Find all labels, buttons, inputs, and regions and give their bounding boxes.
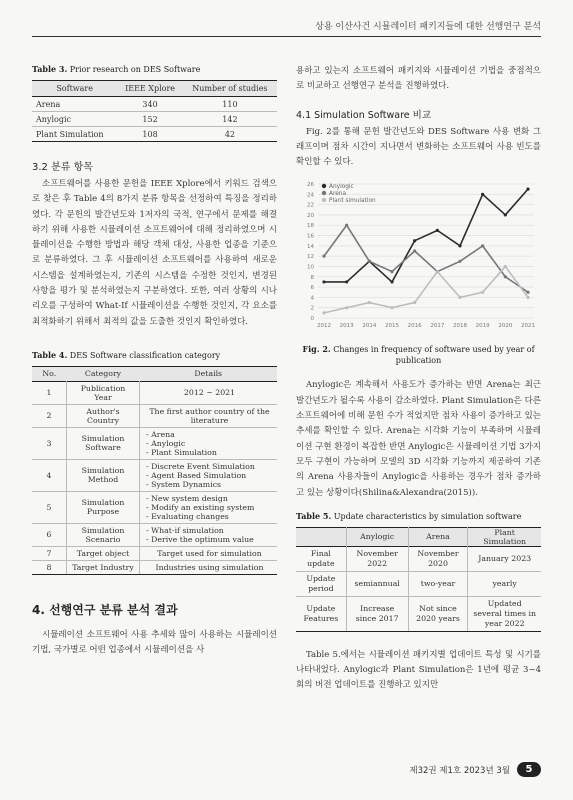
table4-details (140, 546, 278, 560)
y-tick-label: 14 (307, 244, 314, 251)
table4-detail-line: - Agent Based Simulation (146, 470, 247, 480)
table5-cell: Updated several times in year 2022 (468, 596, 541, 631)
section-3-2-paragraph: 소프트웨어를 사용한 문헌을 IEEE Xplore에서 키워드 검색으로 찾은 후 Table 4의 8가지 분류 항목을 선정하여 특징을 정리하였다. 각 문헌의 발간년도와 1저자의 국적, 연구에서 문제를 해결하기 위해 사용한 시뮬레이션 소프트웨어에 대해 정리하였으며 시뮬레이션을 수행한 방법과 해당 객체 대상, 사용한 업종을 기준으로 분류하였다. 그 후 시뮬레이션 소프트웨어를 사용하여 새로운 시스템을 설계하였는지, 기존의 시스템을 수정한 것인지, 변경된 사항을 평가 및 분석하였는지 구분하였다. 또한, 여러 상황의 시나리오를 구성하여 What-If 시뮬레이션을 수행한 것인지, 각 요소를 최적화하기 위해서 최적의 값을 도출한 것인지 확인하였다. (32, 179, 277, 327)
table4-row (32, 381, 277, 404)
data-point (390, 270, 393, 273)
table5-cell: semiannual (346, 571, 408, 596)
table3-cell: 142 (183, 112, 277, 127)
table4-detail-line: The first author country of the literature (149, 406, 270, 425)
legend-label: Arena (329, 191, 347, 198)
table4-no: 8 (32, 560, 67, 574)
table5-cell: January 2023 (468, 546, 541, 571)
right-top-paragraph: 용하고 있는지 소프트웨어 패키지와 시뮬레이션 기법을 중점적으로 비교하고 선행연구 분석을 진행하였다. (296, 66, 541, 92)
data-point (436, 270, 439, 273)
legend-marker (322, 191, 326, 195)
legend-marker (322, 198, 326, 202)
x-tick-label: 2020 (498, 323, 513, 330)
running-header: 상용 이산사건 시뮬레이터 패키지들에 대한 선행연구 분석 (315, 22, 541, 32)
y-tick-label: 2 (310, 306, 314, 313)
table4-no: 3 (32, 427, 67, 459)
data-point (322, 255, 325, 258)
y-tick-label: 24 (307, 192, 314, 199)
data-point (504, 265, 507, 268)
data-point (526, 296, 529, 299)
data-point (390, 307, 393, 310)
table4-caption: Table 4. DES Software classification category (32, 349, 221, 360)
fig2-chart (296, 176, 541, 340)
table5-cell: two-year (408, 571, 468, 596)
data-point (458, 245, 461, 248)
table4-no: 4 (32, 459, 67, 491)
table3-cell: Plant Simulation (32, 127, 117, 142)
table3-cell: 110 (183, 97, 277, 112)
table5-header-cell: Anylogic (346, 527, 408, 546)
table5-cell: Increase since 2017 (346, 596, 408, 631)
data-point (458, 260, 461, 263)
journal-info: 제32권 제1호 2023년 3월 (409, 765, 510, 776)
y-tick-label: 26 (307, 182, 314, 189)
table3-cell: 108 (117, 127, 183, 142)
legend-marker (322, 184, 326, 188)
data-point (526, 188, 529, 191)
x-tick-label: 2014 (362, 323, 377, 330)
table3-cell: 152 (117, 112, 183, 127)
data-point (368, 301, 371, 304)
data-point (413, 240, 416, 243)
data-point (458, 296, 461, 299)
table4-detail-line: - What-if simulation (146, 525, 224, 535)
header-rule (32, 36, 541, 37)
left-column (32, 64, 277, 659)
table5-row (296, 546, 541, 571)
x-tick-label: 2021 (521, 323, 535, 330)
table4-detail-line: Target used for simulation (157, 548, 262, 558)
table3-header-cell: IEEE Xplore (125, 84, 176, 93)
section-4-paragraph: 시뮬레이션 소프트웨어 사용 추세와 많이 사용하는 시뮬레이션 기법, 국가별로 어떤 업종에서 시뮬레이션을 사 (32, 629, 277, 656)
table4 (32, 366, 277, 575)
table4-details (140, 491, 278, 523)
y-tick-label: 12 (307, 254, 314, 261)
table4-detail-line: - Plant Simulation (146, 447, 217, 457)
table5-header-cell (296, 527, 346, 546)
section-4-1-title: 4.1 Simulation Software 비교 (296, 109, 432, 121)
table4-no: 6 (32, 523, 67, 546)
table4-no: 5 (32, 491, 67, 523)
table4-details (140, 404, 278, 427)
data-point (345, 281, 348, 284)
data-point (481, 245, 484, 248)
y-tick-label: 6 (310, 285, 314, 292)
table3 (32, 80, 277, 142)
y-tick-label: 22 (307, 203, 314, 210)
y-tick-label: 10 (307, 264, 314, 271)
table4-row (32, 546, 277, 560)
table4-no: 1 (32, 381, 67, 404)
table5-cell: Not since 2020 years (408, 596, 468, 631)
y-tick-label: 4 (310, 295, 314, 302)
table4-category: Target Industry (67, 560, 140, 574)
table4-row (32, 427, 277, 459)
table3-row (32, 112, 277, 127)
table4-detail-line: - Modify an existing system (146, 502, 255, 512)
table4-category: Publication Year (67, 381, 140, 404)
fig2-svg (296, 176, 541, 336)
table5-header-cell: Arena (408, 527, 468, 546)
y-tick-label: 8 (310, 275, 314, 282)
table4-detail-line: Industries using simulation (155, 562, 264, 572)
table4-detail-line: - Derive the optimum value (146, 534, 254, 544)
x-tick-label: 2019 (475, 323, 490, 330)
table5-cell: Update period (296, 571, 346, 596)
table4-detail-line: - Anylogic (146, 438, 186, 448)
series-line-plant-simulation (324, 267, 528, 313)
table3-cell: 340 (117, 97, 183, 112)
table4-row (32, 459, 277, 491)
table4-header-cell: Category (84, 369, 122, 379)
table4-no: 2 (32, 404, 67, 427)
data-point (436, 229, 439, 232)
x-tick-label: 2016 (407, 323, 422, 330)
data-point (413, 301, 416, 304)
table5-row (296, 571, 541, 596)
section-3-2-title: 3.2 분류 항목 (32, 162, 93, 173)
y-tick-label: 16 (307, 234, 314, 241)
data-point (368, 260, 371, 263)
table4-details (140, 523, 278, 546)
table4-detail-line: - New system design (146, 493, 228, 503)
table5-caption: Table 5. Update characteristics by simulation software (296, 510, 522, 521)
table5 (296, 527, 541, 632)
table4-detail-line: - Discrete Event Simulation (146, 461, 255, 471)
table4-category: Simulation Software (67, 427, 140, 459)
fig2-caption: Fig. 2. Changes in frequency of software used by year of publication (302, 344, 535, 366)
data-point (345, 307, 348, 310)
data-point (345, 224, 348, 227)
table4-category: Target object (67, 546, 140, 560)
table3-row (32, 97, 277, 112)
table4-details (140, 427, 278, 459)
table4-details (140, 560, 278, 574)
table3-cell: 42 (183, 127, 277, 142)
x-tick-label: 2017 (430, 323, 445, 330)
data-point (322, 281, 325, 284)
page-number: 5 (517, 762, 541, 777)
data-point (390, 281, 393, 284)
right-column (296, 64, 541, 694)
right-after-fig-paragraph: Anylogic은 계속해서 사용도가 증가하는 반면 Arena는 최근 발간년도가 될수록 사용이 감소하였다. Plant Simulation은 다른 소프트웨어에 비해 문헌 수가 적었지만 점차 사용이 증가하고 있는 추세를 확인할 수 있다. Arena는 시각화 기능이 부족하며 시뮬레이션 구현 환경이 복잡한 반면 Anylogic은 시뮬레이션 기법 3가지 모두 구현이 가능하며 모델의 3D 시각화 기능까지 제공하여 기존의 Arena 사용자들이 Anylogic을 사용하는 경우가 점차 증가하고 있는 상황이다(Shilina&Alexandra(2015)). (296, 380, 541, 498)
data-point (504, 276, 507, 279)
right-bottom-paragraph: Table 5.에서는 시뮬레이션 패키지별 업데이트 특성 및 시기를 나타내었다. Anylogic과 Plant Simulation은 1년에 평균 3~4회의 버전 업데이트를 진행하고 있지만 (296, 649, 541, 691)
x-tick-label: 2012 (317, 323, 331, 330)
legend-label: Anylogic (329, 184, 354, 191)
table4-details (140, 381, 278, 404)
table3-cell: Anylogic (32, 112, 117, 127)
table4-detail-line: - System Dynamics (146, 479, 222, 489)
table3-caption: Table 3. Prior research on DES Software (32, 64, 201, 74)
section-4-1-paragraph: Fig. 2를 통해 문헌 발간년도와 DES Software 사용 변화 그래프이며 점차 시간이 지나면서 변화하는 소프트웨어 사용 빈도를 확인할 수 있다. (296, 126, 541, 168)
table5-header-cell: Plant Simulation (468, 527, 541, 546)
table4-detail-line: - Arena (146, 429, 175, 439)
data-point (481, 193, 484, 196)
table4-row (32, 491, 277, 523)
table4-row (32, 523, 277, 546)
data-point (481, 291, 484, 294)
table5-cell: Update Features (296, 596, 346, 631)
y-tick-label: 18 (307, 223, 314, 230)
page-footer (409, 762, 541, 777)
table3-header-cell: Software (56, 84, 93, 93)
table4-category: Simulation Scenario (67, 523, 140, 546)
table4-header-cell: No. (42, 369, 57, 379)
table5-cell: November 2020 (408, 546, 468, 571)
table4-category: Author's Country (67, 404, 140, 427)
table4-no: 7 (32, 546, 67, 560)
table5-cell: Final update (296, 546, 346, 571)
legend-label: Plant simulation (329, 198, 376, 205)
table4-header-cell: Details (194, 369, 223, 379)
x-tick-label: 2018 (453, 323, 467, 330)
table3-cell: Arena (32, 97, 117, 112)
table5-row (296, 596, 541, 631)
table4-detail-line: 2012 ~ 2021 (183, 388, 236, 398)
data-point (413, 250, 416, 253)
table4-row (32, 404, 277, 427)
y-tick-label: 0 (310, 316, 314, 323)
x-tick-label: 2015 (385, 323, 399, 330)
table4-details (140, 459, 278, 491)
y-tick-label: 20 (307, 213, 314, 220)
section-4-title: 4. 선행연구 분류 분석 결과 (32, 602, 178, 617)
table4-detail-line: - Evaluating changes (146, 511, 229, 521)
table5-cell: November 2022 (346, 546, 408, 571)
table3-header-cell: Number of studies (192, 84, 268, 93)
table4-category: Simulation Method (67, 459, 140, 491)
data-point (526, 291, 529, 294)
table5-cell: yearly (468, 571, 541, 596)
x-tick-label: 2013 (339, 323, 354, 330)
data-point (322, 312, 325, 315)
table3-row (32, 127, 277, 142)
table4-row (32, 560, 277, 574)
table4-category: Simulation Purpose (67, 491, 140, 523)
data-point (504, 214, 507, 217)
